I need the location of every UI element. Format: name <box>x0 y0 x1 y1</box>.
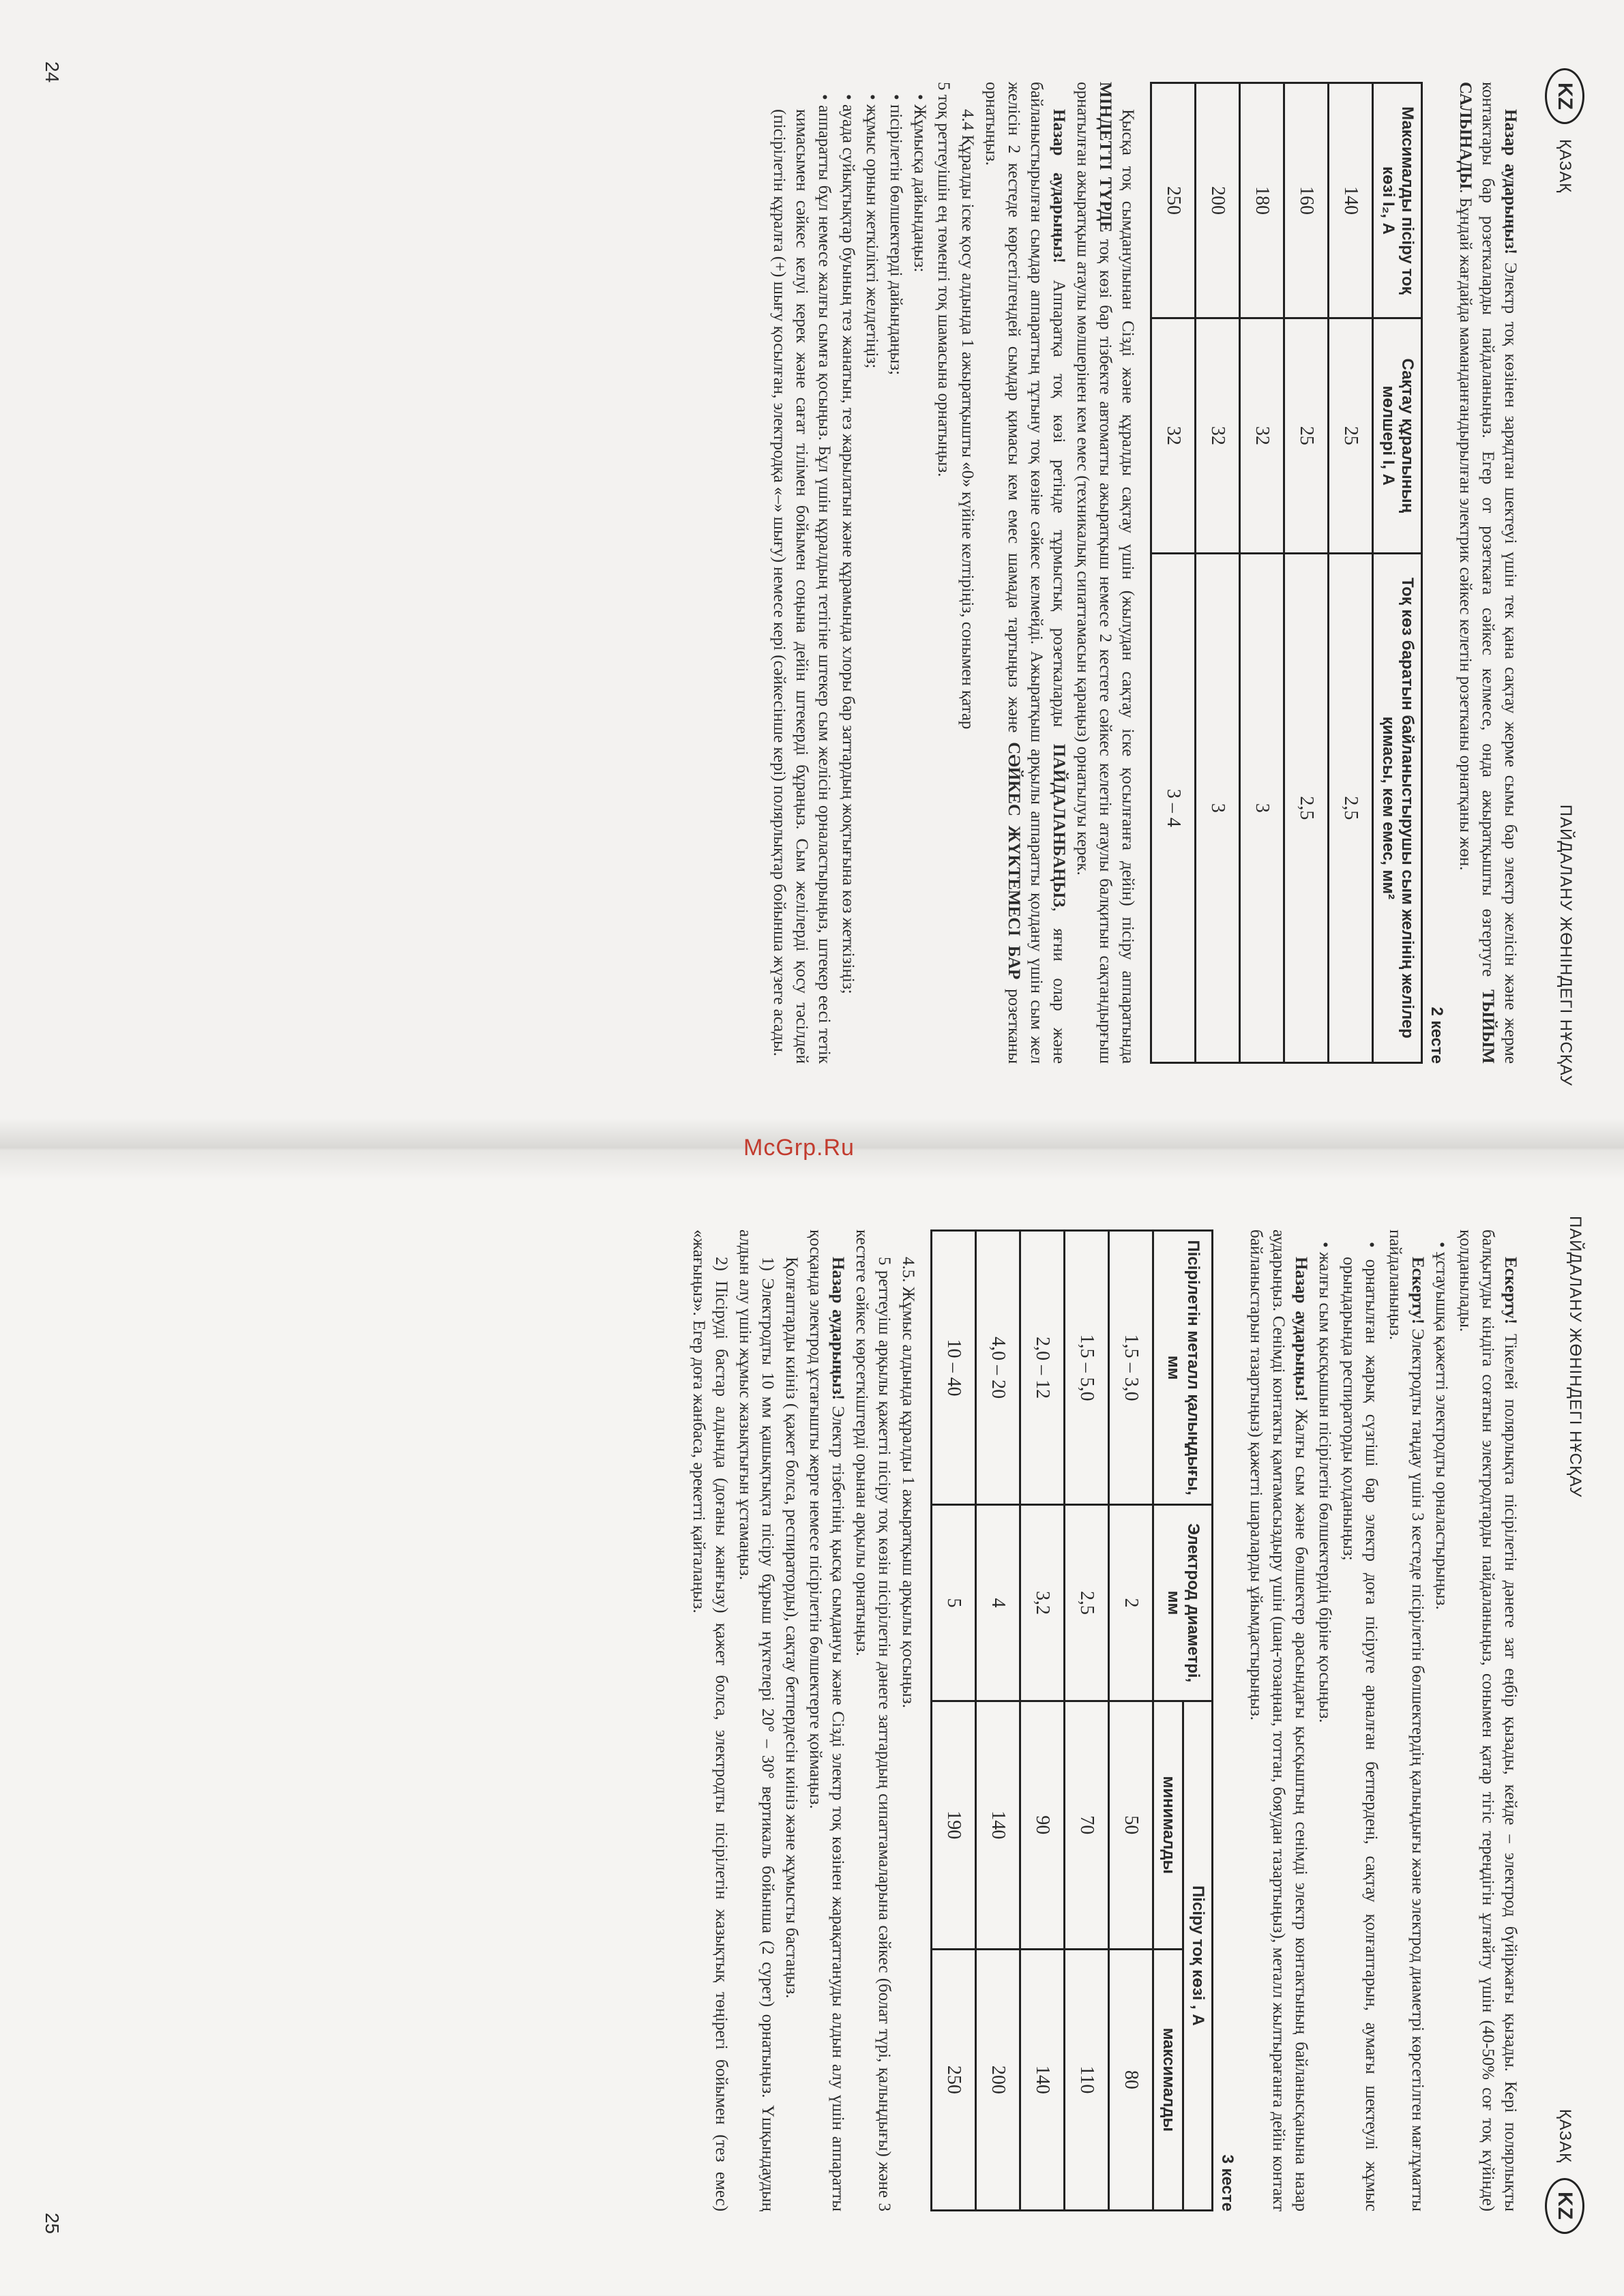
kz-language-badge: KZ <box>1545 68 1584 124</box>
note-paragraph-1: Ескерту! Тікелей полярлықта пісірілетін дәнеге зат еңбір қызады, кейде – электрод бүйіржағы қызады. Кері полярлықты балқытуды кіндіга соғатын электродтарды пайдаланыңыз, сонымен қатар тігіс тереңдігін ұлғайту үшін (40-50% соғ тоқ күйінде) қолданылады. <box>1456 1229 1520 2211</box>
table-row <box>1064 1231 1108 2211</box>
list-item: • ұстауышқа қажетті электродты орналастырыңыз. <box>1430 1229 1453 2211</box>
table-cell: 3 – 4 <box>1151 553 1195 1062</box>
table-row <box>931 1231 975 2211</box>
table-cell: 1,5 – 5,0 <box>1064 1231 1108 1505</box>
paragraph-short-circuit: Қысқа тоқ сымданулынан Сізді және құралды сақтау үшін (жылудан сақтау іске қосылғанға дейін) пісіру аппаратында МІНДЕТТІ ТҮРДЕ тоқ көзі бар тізбекте автоматты ажыратқыш немесе 2 кестеге сәйкес келетін атаулы балқитын сақтандырғыш орнатылған ажыратқыш атаулы мөлшерінен кем емес (техникалық сипаттамасын қараңыз) орнатылуы керек. <box>1073 82 1137 1064</box>
warning-paragraph-3: Назар аударыңыз! Жалғы сым және бөлшектер арасындағы қысқыштың сенімді электр контактының байланысқанына назар аударыңыз. Сенімді контакты қамтамасыздыру үшін (шаң-тозаңнан, тоттан, бояудан тазартыңыз), металл жылтырағанға дейін контакт байланыстарын тазартыңыз) қажетті шараларды ұйымдастырыңыз. <box>1247 1229 1310 2211</box>
table-header-cell: Пісірілетін металл қалыңдығы, мм <box>1153 1231 1213 1505</box>
list-item: • пісірілетін бөлшектерді дайындаңыз; <box>885 82 907 1064</box>
list-item: • жалғы сым қысқышын пісірілетін бөлшектердің біріне қосыңыз. <box>1314 1229 1336 2211</box>
table-row <box>1195 83 1239 1063</box>
table-header-row <box>1183 1231 1213 2211</box>
list-item: • орнатылған жарық сүзгіші бар электр доға пісіруге арналған бетперденi, сақтау қолғаптарын, аумағы шектеулі жұмыс орындарында респираторды қолданыңыз; <box>1338 1229 1383 2211</box>
table-cell: 80 <box>1108 1949 1153 2210</box>
table-row <box>1328 83 1372 1063</box>
table-cell: 200 <box>975 1949 1020 2210</box>
table-row <box>1020 1231 1064 2211</box>
table-cell: 250 <box>931 1949 975 2210</box>
paragraph-gloves: Қолғаптарды киініз ( қажет болса, респираторды), сақтау бетпердесін киініз және жұмысты бастаңыз. <box>782 1257 801 1999</box>
table-cell: 2,0 – 12 <box>1020 1231 1064 1505</box>
table-header-cell: минималды <box>1153 1701 1183 1949</box>
table-row <box>975 1231 1020 2211</box>
table-cell: 160 <box>1284 83 1328 318</box>
table-cell: 3 <box>1239 553 1284 1062</box>
page-header-right <box>1545 2109 1584 2234</box>
table-cell: 140 <box>1328 83 1372 318</box>
table-header-cell: максималды <box>1153 1949 1183 2210</box>
page-25 <box>0 1148 1624 2295</box>
table-header-cell: Сақтау құралының мөлшері I, А <box>1372 318 1422 553</box>
page-24-content <box>767 82 1522 1064</box>
page-number: 25 <box>42 2212 63 2234</box>
table-header-cell: Пісіру тоқ көзі , А <box>1183 1701 1213 2210</box>
table-header-row <box>1372 83 1422 1063</box>
page-header-left <box>1565 1216 1584 1497</box>
table-cell: 10 – 40 <box>931 1231 975 1505</box>
table-cell: 32 <box>1239 318 1284 553</box>
table-cell: 70 <box>1064 1701 1108 1949</box>
language-label: ҚАЗАҚ <box>1556 2108 1574 2163</box>
table-cell: 250 <box>1151 83 1195 318</box>
table-cell: 90 <box>1020 1701 1064 1949</box>
list-item: • аппаратты бұл немесе жалғы сымға қосыңыз. Бұл үшін құралдың тетігіне штекер сым желісін орналастырыңыз, штекер еесі тетік кимасымен сәйкес келуі керек және сағат тілімен бойымен соңына дейін штекерді бұраңыз. Сым желілерді қосу тәсілдей (пісірілетін құралға (+) шығу қосылған, электродқа «–» шығу) немесе кері (сәйкесінше кері) полярлықтар бойынша жүзеге асады. <box>768 82 836 1064</box>
table-2-caption: 2 кесте <box>1428 1007 1446 1064</box>
table-3 <box>930 1229 1214 2211</box>
table-cell: 180 <box>1239 83 1284 318</box>
table-cell: 32 <box>1151 318 1195 553</box>
kz-language-badge: KZ <box>1545 2178 1584 2234</box>
page-header-title: ПАЙДАЛАНУ ЖӨНІНДЕГІ НҰСҚАУ <box>1566 1216 1584 1498</box>
step-2: 2) Пісіруді бастар алдында (доғаны жанғызу) қажет болса, электродты пісірілетін жазықтық төңірегі бойымен (тез емес) «жағыңыз». Егер доға жанбаса, әрекетті қайталаңыз. <box>689 1229 730 2211</box>
warning-paragraph-4: Назар аударыңыз! Электр тізбегінің қысқа сымдануы және Сізді электр тоқ көзінен жарақаттануды алдын алу үшін аппаратты қосқанда электрод ұстағышты жерге немесе пісірілетін бөлшектерге қоймаңыз. <box>806 1229 847 2211</box>
table-cell: 25 <box>1284 318 1328 553</box>
table-cell: 25 <box>1328 318 1372 553</box>
table-row <box>1284 83 1328 1063</box>
table-header-cell: Электрод диаметрі, мм <box>1153 1505 1213 1701</box>
page-header-title: ПАЙДАЛАНУ ЖӨНІНДЕГІ НҰСҚАУ <box>1556 804 1575 1086</box>
paragraph-4-4: 4.4 Құралды іске қосу алдында 1 ажыратқышты «0» күйіне келтіріңіз, сонымен қатар <box>958 109 977 730</box>
warning-paragraph-1: Назар аударыңыз! Электр тоқ көзінен зарядтан шектеуі үшін тек қана сақтау жерме сымы бар электр желісін және жерме контактары бар розеткаларды пайдаланыңыз. Егер от розеткаға сәйкес келмесе, онда ажыратқышты өзгертуге ТЫЙЫМ САЛЫНАДЫ. Бұндай жағдайда маманданғандырылған электрик сәйкес келетін розетканы орнатқаны жөн. <box>1456 82 1520 1064</box>
page-number: 24 <box>42 61 63 83</box>
language-label: ҚАЗАҚ <box>1556 139 1574 194</box>
table-cell: 4 <box>975 1505 1020 1701</box>
table-2 <box>1150 82 1423 1064</box>
table-cell: 50 <box>1108 1701 1153 1949</box>
table-cell: 32 <box>1195 318 1239 553</box>
table-cell: 2,5 <box>1328 553 1372 1062</box>
page-header-left <box>1545 68 1584 193</box>
table-cell: 5 <box>931 1505 975 1701</box>
table-cell: 2,5 <box>1064 1505 1108 1701</box>
table-cell: 3,2 <box>1020 1505 1064 1701</box>
table-row <box>1108 1231 1153 2211</box>
page-25-content <box>686 1229 1522 2211</box>
table-3-caption: 3 кесте <box>1218 2154 1237 2211</box>
table-row <box>1151 83 1195 1063</box>
table-cell: 3 <box>1195 553 1239 1062</box>
paragraph-4-4-cont: 5 тоқ реттеуішін ең төменгі тоқ шамасына орнатыңыз. <box>934 82 953 477</box>
step-1: 1) Электродты 10 мм қашықтықта пісіру бұрыш нүктелері 20° – 30° вертикаль бойынша (2 сурет) орнатыңыз. Үшқындаудың алдын алу үшін жұмыс жазықтығын ұстамаңыз. <box>735 1229 777 2211</box>
table-cell: 2,5 <box>1284 553 1328 1062</box>
table-cell: 110 <box>1064 1949 1108 2210</box>
table-header-cell: Тоқ көз баратын байланыстырушы сым желінің желілер қимасы, кем емес, мм² <box>1372 553 1422 1062</box>
list-item: • ауада суйықтықтар буының тез жанатын, тез жарылатын және құрамында хлоры бар заттардың жоқтығына көз жеткізіңіз; <box>837 82 859 1064</box>
paragraph-4-5: 4.5. Жұмыс алдында құралды 1 ажыратқыш арқылы қосыңыз. <box>898 1257 917 1708</box>
watermark: McGrp.Ru <box>743 1135 855 1161</box>
note-paragraph-2: Ескерту! Электродты таңдау үшін 3 кестеде пісірілетін бөлшектердің қалыңдығы және электрод диаметрі көрсетілген мағлұматты пайдаланыңыз. <box>1386 1229 1427 2211</box>
table-cell: 1,5 – 3,0 <box>1108 1231 1153 1505</box>
table-cell: 2 <box>1108 1505 1153 1701</box>
table-header-cell: Максималды пісіру тоқ көзі I₂, А <box>1372 83 1422 318</box>
paragraph-regulator: 5 реттеуіш арқылы қажетті пісіру тоқ көзін пісірілетін дәнеге заттардың сипаттамаларына сәйкес (болат түрі, қалыңдығы) және 3 кестеге сәйкес көрсеткіштерді орынан арқылы орнатыңыз. <box>852 1229 894 2211</box>
table-cell: 140 <box>975 1701 1020 1949</box>
warning-paragraph-2: Назар аударыңыз! Аппаратқа тоқ көзі ретінде тұрмыстық розеткаларды ПАЙДАЛАНБАҢЫЗ, яғни олар және байланыстырылған сымдар аппараттың тұтыну тоқ көзіне сәйкес келмейді. Ажыратқыш арқылы аппаратты қолдану үшін сым жел желісін 2 кестеде көрсетілгендей сымдар қимасы кем емес шамада тартыңыз және СӘЙКЕС ЖҮКТЕМЕСІ БАР розетканы орнатыңыз. <box>981 82 1068 1064</box>
table-cell: 200 <box>1195 83 1239 318</box>
table-cell: 4,0 – 20 <box>975 1231 1020 1505</box>
list-item: • жұмыс орнын жеткілікті желдетіңіз; <box>861 82 883 1064</box>
list-item: • Жұмысқа дайындаңыз: <box>909 82 931 1064</box>
table-cell: 140 <box>1020 1949 1064 2210</box>
table-row <box>1239 83 1284 1063</box>
table-cell: 190 <box>931 1701 975 1949</box>
